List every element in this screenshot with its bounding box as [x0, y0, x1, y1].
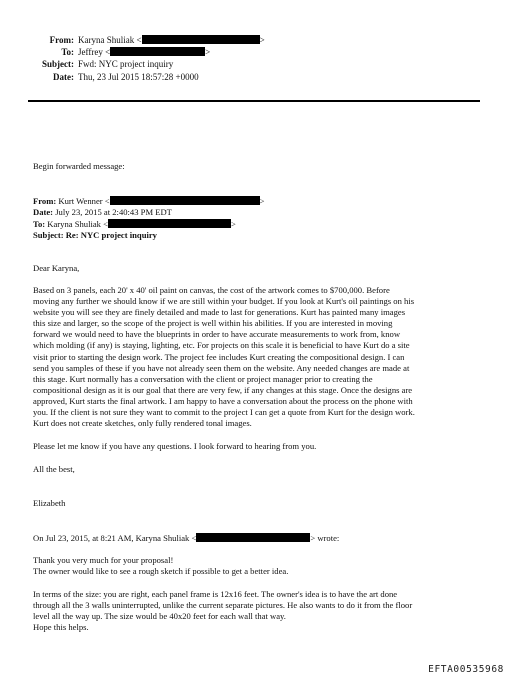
to-value: Jeffrey <	[78, 47, 111, 58]
outer-subject-row	[0, 58, 512, 70]
message-body	[33, 263, 483, 274]
body-line: visit prior to starting the design work. The project fee includes Kurt creating the compositional design. I can	[33, 351, 405, 362]
redaction-box	[108, 219, 231, 228]
outer-email-header	[0, 34, 512, 83]
body-line: website you will see they are finely detailed and made to last for generations. Kurt has painted many images	[33, 307, 406, 318]
body-line: which molding (if any) is staying, lighting, etc. For projects on this scale it is beneficial to have Kurt do a site	[33, 340, 410, 351]
redaction-box	[110, 47, 205, 56]
body-line: this size and larger, so the scope of the project is well within his abilities. If you are interested in moving	[33, 318, 393, 329]
body-line: this stage. Kurt normally has a conversation with the client or project manager prior to creating the	[33, 373, 373, 384]
from-value: Karyna Shuliak <	[78, 35, 142, 45]
subject-label: Subject:	[42, 59, 74, 70]
body-line: you. If the client is not sure they want to commit to the project I can get a quote from Kurt for the design work.	[33, 407, 415, 418]
outer-to-row: To: Jeffrey < >	[61, 47, 211, 58]
greeting: Dear Karyna,	[33, 263, 80, 273]
forwarded-intro: Begin forwarded message:	[33, 161, 125, 171]
quoted-line: Hope this helps.	[33, 622, 89, 633]
inner-from-row: From: Kurt Wenner < >	[33, 196, 265, 206]
signature: Elizabeth	[33, 498, 66, 508]
to-label: To:	[61, 47, 74, 58]
redaction-box	[196, 533, 310, 542]
outer-date-row	[0, 71, 512, 83]
document-id: EFTA00535968	[428, 664, 504, 675]
quoted-line: level all the way up. The size would be 40x20 feet for each wall that way.	[33, 611, 286, 622]
body-line: send you samples of these if you have not already seen them on the website. Any needed changes are made at	[33, 362, 410, 373]
inner-email-header	[33, 196, 483, 242]
redaction-box	[142, 35, 260, 44]
quoted-line: The owner would like to see a rough sketch if possible to get a better idea.	[33, 566, 289, 577]
closing: All the best,	[33, 464, 75, 474]
body-line: Kurt does not create sketches, only fully rendered tonal images.	[33, 418, 252, 429]
body-line: moving any further we should know if we are still within your budget. If you look at Kurt's oil paintings on his	[33, 296, 415, 307]
quoted-paragraph-2	[33, 589, 483, 633]
body-line: forward we would need to have the blueprints in order to have accurate measurements to work from, know	[33, 329, 401, 340]
inner-date-row: Date: July 23, 2015 at 2:40:43 PM EDT	[33, 207, 172, 218]
quoted-line: through all the 3 walls uninterrupted, unlike the current separate pictures. He also wants to do it from the floor	[33, 600, 413, 611]
quoted-paragraph-1	[33, 555, 483, 577]
subject-value: Fwd: NYC project inquiry	[78, 59, 174, 70]
redaction-box	[110, 196, 260, 205]
date-value: Thu, 23 Jul 2015 18:57:28 +0000	[78, 71, 199, 82]
outer-from-row: From: Karyna Shuliak < >	[49, 35, 265, 45]
inner-to-row: To: Karyna Shuliak < >	[33, 218, 236, 229]
quoted-line: Thank you very much for your proposal!	[33, 555, 174, 565]
body-line: approved, Kurt starts the final artwork. I am happy to have a conversation about the process on the phone with	[33, 395, 413, 406]
quoted-intro: On Jul 23, 2015, at 8:21 AM, Karyna Shuliak < > wrote:	[33, 533, 340, 543]
body-line: compositional design as it is our goal that there are very few, if any changes at this stage. Once the designs are	[33, 384, 413, 395]
header-divider	[28, 100, 480, 102]
paragraph-questions: Please let me know if you have any questions. I look forward to hearing from you.	[33, 441, 317, 451]
from-label: From:	[49, 35, 74, 45]
body-line: Based on 3 panels, each 20' x 40' oil paint on canvas, the cost of the artwork comes to $700,000. Before	[33, 285, 390, 295]
inner-subject-row: Subject: Re: NYC project inquiry	[33, 230, 157, 241]
quoted-line: In terms of the size: you are right, each panel frame is 12x16 feet. The owner's idea is to have the art done	[33, 589, 398, 599]
paragraph-proposal	[33, 285, 483, 429]
date-label: Date:	[53, 71, 74, 82]
